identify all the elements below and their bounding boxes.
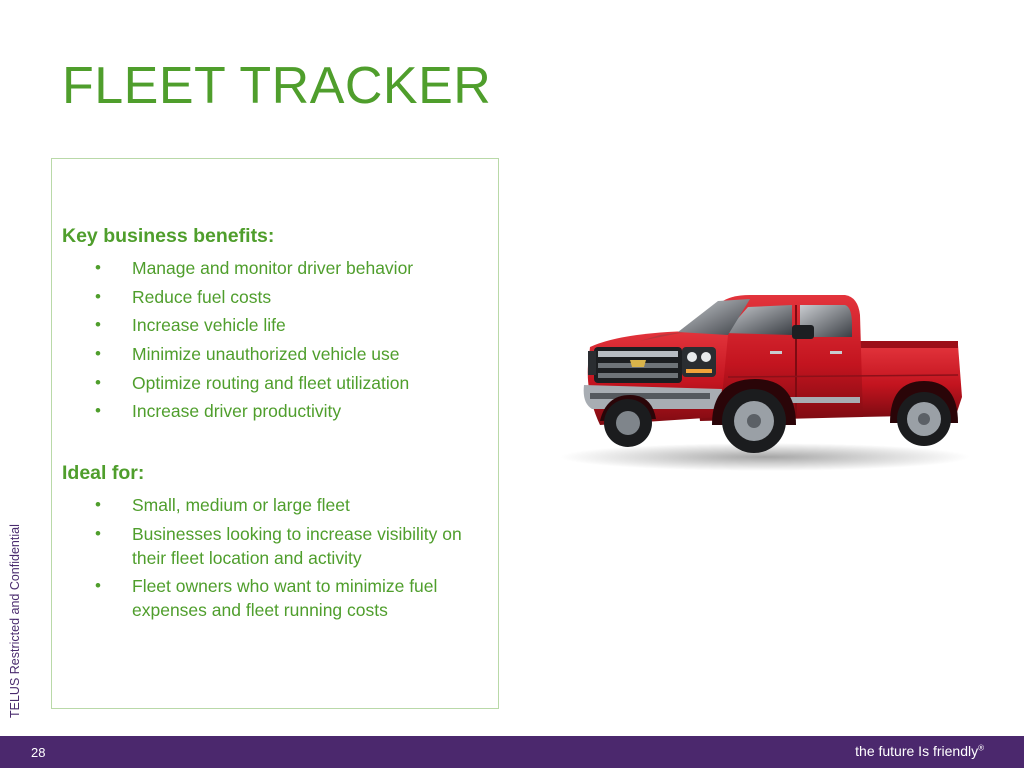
bullet-icon: • [95,286,101,306]
bullet-icon: • [95,258,101,277]
bullet-icon: • [95,576,101,596]
list-item: • Increase vehicle life [95,315,286,336]
benefits-heading: Key business benefits: [62,225,275,247]
page-number: 28 [31,745,46,760]
bullet-icon: • [95,495,101,514]
list-item: • Minimize unauthorized vehicle use [95,344,400,365]
pickup-truck-image [560,285,970,475]
confidentiality-label: TELUS Restricted and Confidential [8,524,22,718]
list-item: • Fleet owners who want to minimize fuel expenses and fleet running costs [95,576,438,621]
ideal-heading: Ideal for: [62,462,145,484]
bullet-icon: • [95,401,101,421]
list-item: • Businesses looking to increase visibility on their fleet location and activity [95,523,462,568]
content-box [51,158,499,709]
bullet-icon: • [95,523,101,543]
registered-mark: ® [978,743,984,753]
bullet-icon: • [95,372,101,392]
benefits-list [52,256,472,428]
slide-title: FLEET TRACKER [62,57,492,115]
list-item: • Increase driver productivity [95,401,342,422]
list-item: • Reduce fuel costs [95,286,272,307]
pickup-truck-icon [560,285,970,475]
list-item: • Manage and monitor driver behavior [95,258,414,278]
bullet-icon: • [95,344,101,364]
bullet-icon: • [95,315,101,335]
tagline: the future Is friendly® [855,743,984,759]
footer-bar [0,736,1024,768]
ideal-list [52,493,472,627]
list-item: • Small, medium or large fleet [95,495,350,515]
list-item: • Optimize routing and fleet utilization [95,372,410,393]
